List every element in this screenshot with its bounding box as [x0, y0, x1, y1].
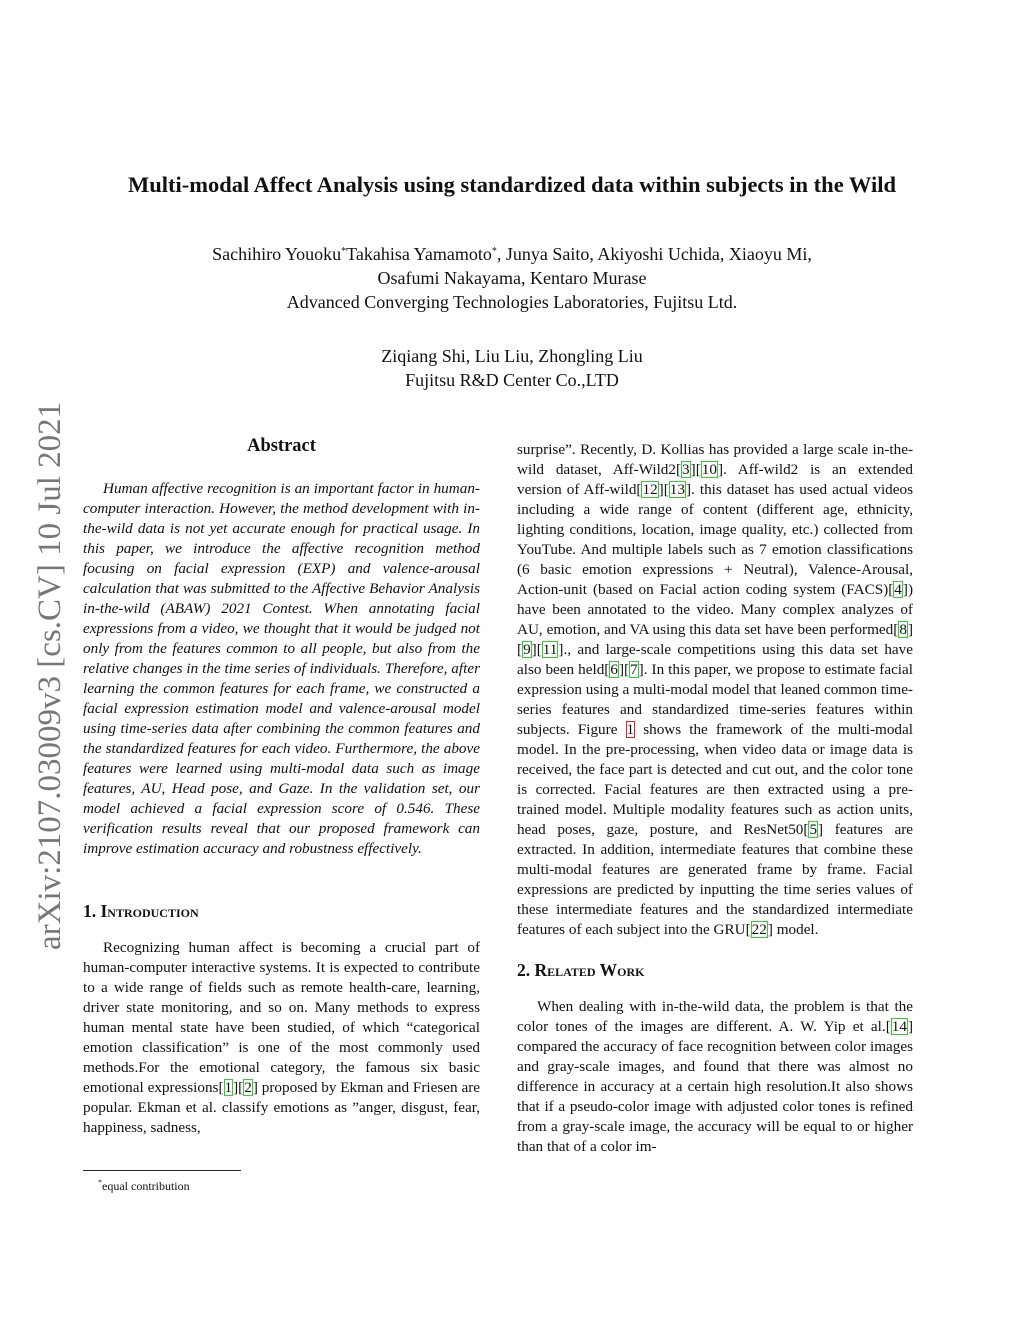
right-column	[517, 440, 913, 1157]
citation-link[interactable]: 4	[894, 581, 902, 598]
citation-link[interactable]: 14	[891, 1018, 907, 1035]
author-name: Sachihiro Youoku	[212, 244, 342, 264]
text-run: . Aff-wild2 is an extended version of Aff-wild	[517, 461, 913, 498]
equal-contribution-mark: *	[491, 246, 497, 257]
arxiv-id-text: arXiv:2107.03009v3 [cs.CV] 10 Jul 2021	[32, 401, 68, 950]
author-names: , Junya Saito, Akiyoshi Uchida, Xiaoyu Mi,	[496, 244, 812, 264]
citation-link[interactable]: 10	[701, 461, 717, 478]
text-run: . this dataset has used actual videos including a wide range of content (different age, ethnicity, lighting conditions, location, image quality, etc.) collected from YouTube. And multiple labels such as 7 emotion classifications (6 basic emotion expressions + Neutral), Valence-Arousal, Action-unit (based on Facial action coding system (FACS)	[517, 481, 914, 598]
citation-link[interactable]: 9	[523, 641, 531, 658]
citation-link[interactable]: 5	[809, 821, 818, 838]
text-run: model.	[772, 921, 819, 938]
author-block-2	[0, 344, 1024, 392]
footnote-text: equal contribution	[102, 1179, 190, 1193]
citation-link[interactable]: 12	[642, 481, 658, 498]
text-run: proposed by Ekman and Friesen are popular. Ekman et al. classify emotions as ”anger, disgust, fear, happiness, sadness,	[83, 1079, 481, 1136]
left-column	[83, 436, 480, 1138]
paper-title: Multi-modal Affect Analysis using standardized data within subjects in the Wild	[127, 172, 897, 197]
affiliation-2: Fujitsu R&D Center Co.,LTD	[405, 370, 619, 390]
abstract-text: Human affective recognition is an important factor in human-computer interaction. However, the method development with in-the-wild data is not yet accurate enough for practical usage. In this paper, we introduce the affective recognition method focusing on facial expression (EXP) and valence-arousal calculation that was submitted to the Affective Behavior Analysis in-the-wild (ABAW) 2021 Contest. When annotating facial expressions from a video, we thought that it would be judged not only from the features common to all people, but also from the relative changes in the time series of individuals. Therefore, after learning the common features for each frame, we constructed a facial expression estimation model and valence-arousal model using time-series data after combining the common features and the standardized features for each video. Furthermore, the above features were learned using multi-modal data such as image features, AU, Head pose, and Gaze. In the validation set, our model achieved a facial expression score of 0.546. These verification results reveal that our proposed framework can improve estimation accuracy and robustness effectively.	[83, 480, 480, 857]
text-run: When dealing with in-the-wild data, the problem is that the color tones of the images are different. A. W. Yip et al.	[517, 998, 913, 1035]
text-run: ] features are extracted. In addition, intermediate features that combine these multi-modal features are generated frame by frame. Facial expressions are predicted by inputting the time series values of these intermediate features and the standardized intermediate features of each subject into the GRU	[517, 821, 913, 938]
related-work-paragraph: When dealing with in-the-wild data, the problem is that the color tones of the images are different. A. W. Yip et al.[14] compared the accuracy of face recognition between color images and gray-scale images, and found that there was almost no difference in accuracy at a certain high resolution.It also shows that if a pseudo-color image with adjusted color tones is refined from a gray-scale image, the accuracy will be equal to or higher than that of a color im-	[517, 998, 913, 1155]
text-run: . In this paper, we propose to estimate facial expression using a multi-modal model that leaned common time-series features and standardized time-series features within subjects. Figure	[517, 661, 913, 738]
text-run: ) have been annotated to the video. Many complex analyzes of AU, emotion, and VA using this data set have been performed	[517, 581, 913, 638]
citation-link[interactable]: 1	[224, 1079, 233, 1096]
intro-paragraph: Recognizing human affect is becoming a crucial part of human-computer interactive systems. It is expected to contribute to a wide range of fields such as remote health-care, learning, driver state monitoring, and so on. Many methods to express human mental state have been studied, of which “categorical emotion classification” is one of the most commonly used methods.For the emotional category, the famous six basic emotional expressions[1][2] proposed by Ekman and Friesen are popular. Ekman et al. classify emotions as ”anger, disgust, fear, happiness, sadness,	[83, 939, 481, 1136]
arxiv-stamp	[14, 370, 76, 960]
author-line-3: Ziqiang Shi, Liu Liu, Zhongling Liu	[381, 346, 643, 366]
citation-link[interactable]: 13	[669, 481, 685, 498]
footnote-mark: *	[98, 1178, 102, 1187]
figure-link[interactable]: 1	[626, 721, 635, 738]
text-run: surprise”. Recently, D. Kollias has provided a large scale in-the-wild dataset, Aff-Wild2	[517, 441, 913, 478]
text-run: Recognizing human affect is becoming a crucial part of human-computer interactive systems. It is expected to contribute to a wide range of fields such as remote health-care, learning, driver state monitoring, and so on. Many methods to express human mental state have been studied, of which “categorical emotion classification” is one of the most commonly used methods.For the emotional category, the famous six basic emotional expressions	[83, 939, 480, 1096]
citation-link[interactable]: 8	[899, 621, 907, 638]
text-run: ., and large-scale competitions using this data set have also been held	[517, 641, 913, 678]
footnote	[98, 1178, 190, 1194]
citation-link[interactable]: 6	[610, 661, 618, 678]
affiliation-1: Advanced Converging Technologies Laboratories, Fujitsu Ltd.	[286, 292, 738, 312]
citation-link[interactable]: 11	[542, 641, 558, 658]
text-run: shows the framework of the multi-modal model. In the pre-processing, when video data or image data is received, the face part is detected and cut out, and the color tone is corrected. Facial features are then extracted using a pre-trained model. Multiple modality features such as action units, head poses, gaze, posture, and ResNet50[	[517, 721, 913, 838]
citation-link[interactable]: 3	[682, 461, 690, 478]
section-heading-related-work: 2. Related Work	[517, 960, 645, 980]
equal-contribution-mark: *	[341, 246, 347, 257]
citation-link[interactable]: 22	[751, 921, 767, 938]
author-line-1	[0, 240, 1024, 266]
intro-continued-paragraph: surprise”. Recently, D. Kollias has provided a large scale in-the-wild dataset, Aff-Wild2[3][10]. Aff-wild2 is an extended version of Aff-wild[12][13]. this dataset has used actual videos including a wide range of content (different age, ethnicity, lighting conditions, location, image quality, etc.) collected from YouTube. And multiple labels such as 7 emotion classifications (6 basic emotion expressions + Neutral), Valence-Arousal, Action-unit (based on Facial action coding system (FACS)[4]) have been annotated to the video. Many complex analyzes of AU, emotion, and VA using this data set have been performed[8][9][11]., and large-scale competitions using this data set have also been held[6][7]. In this paper, we propose to estimate facial expression using a multi-modal model that leaned common time-series features and standardized time-series features within subjects. Figure 1 shows the framework of the multi-modal model. In the pre-processing, when video data or image data is received, the face part is detected and cut out, and the color tone is corrected. Facial features are then extracted using a pre-trained model. Multiple modality features such as action units, head poses, gaze, posture, and ResNet50[5] features are extracted. In addition, intermediate features that combine these multi-modal features are generated frame by frame. Facial expressions are predicted by inputting the time series values of these intermediate features and the standardized intermediate features of each subject into the GRU[22] model.	[517, 441, 914, 938]
citation-link[interactable]: 7	[630, 661, 638, 678]
author-line-2: Osafumi Nakayama, Kentaro Murase	[377, 268, 647, 288]
citation-link[interactable]: 2	[244, 1079, 252, 1096]
author-name: Takahisa Yamamoto	[346, 244, 492, 264]
text-run: compared the accuracy of face recognition between color images and gray-scale images, and found that there was almost no difference in accuracy at a certain high resolution.It also shows that if a pseudo-color image with adjusted color tones is refined from a gray-scale image, the accuracy will be equal to or higher than that of a color im-	[517, 1038, 913, 1155]
footnote-divider	[83, 1170, 241, 1171]
author-block-1	[0, 240, 1024, 314]
abstract-heading: Abstract	[247, 436, 316, 456]
section-heading-introduction: 1. Introduction	[83, 901, 199, 921]
